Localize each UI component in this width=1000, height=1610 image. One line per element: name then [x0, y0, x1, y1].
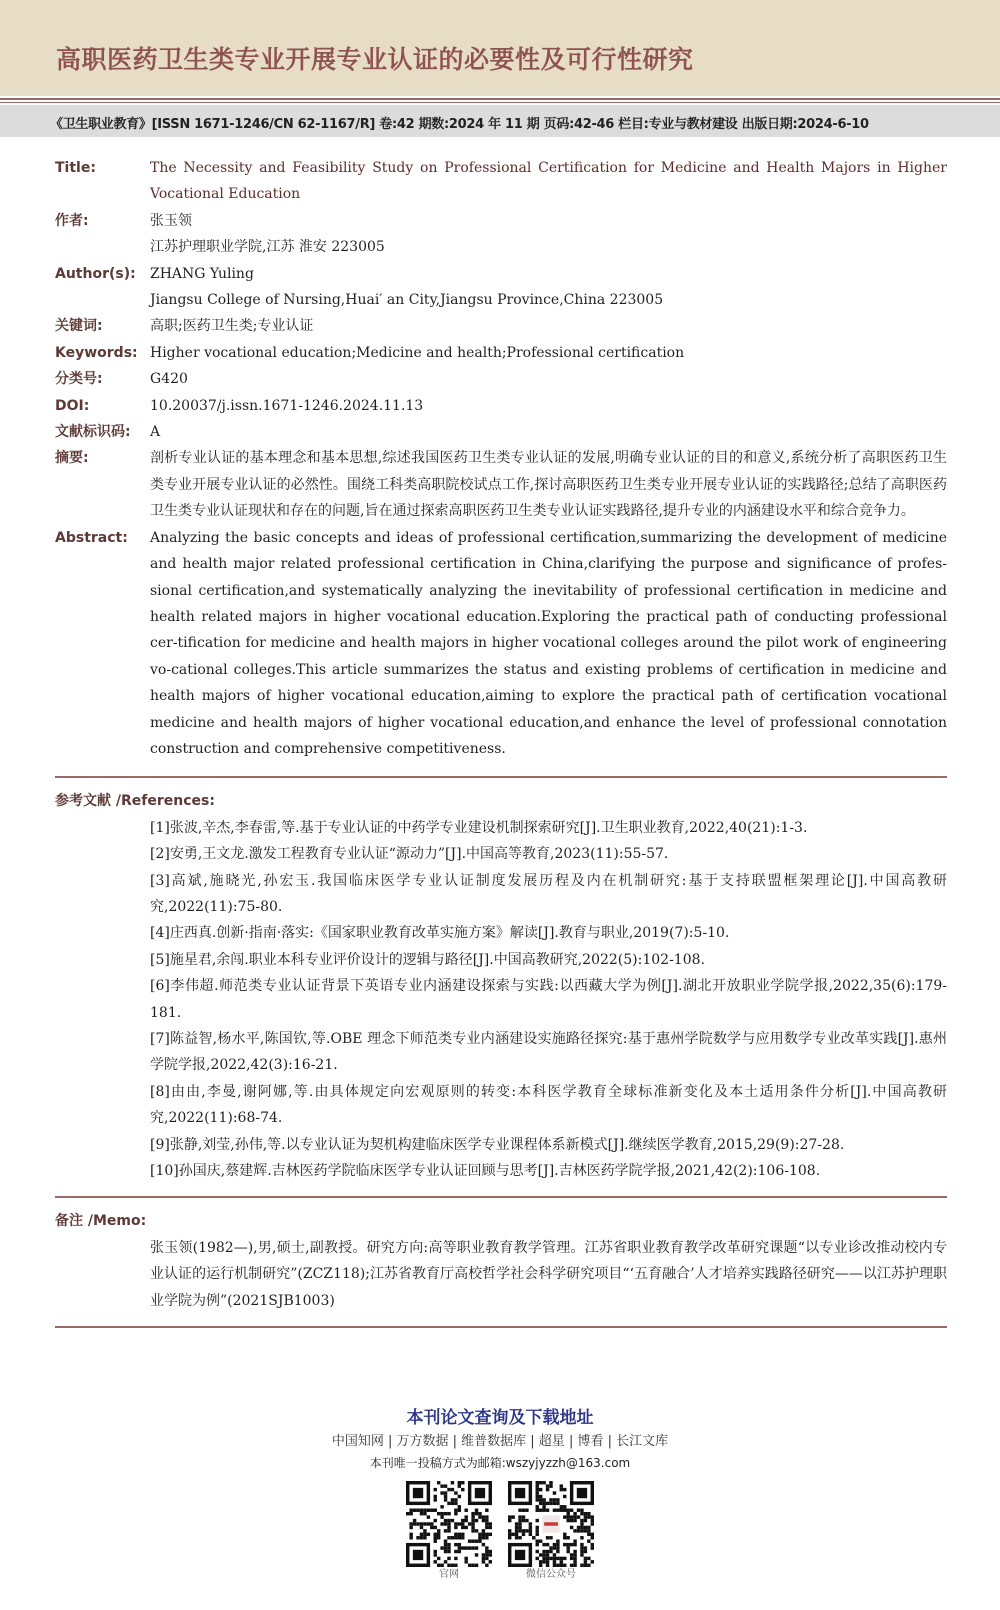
field-value: A — [150, 424, 161, 441]
field-value: G420 — [150, 371, 188, 388]
field-value: Higher vocational education;Medicine and health;Professional certification — [150, 344, 685, 361]
field-label: Keywords: — [55, 344, 138, 361]
field-row — [55, 419, 947, 445]
field-value: Jiangsu College of Nursing,Huai′ an City,Jiangsu Province,China 223005 — [150, 292, 664, 309]
download-title: 本刊论文查询及下载地址 — [406, 1408, 594, 1428]
memo-label: 备注 /Memo: — [55, 1213, 147, 1230]
field-label: 文献标识码: — [55, 424, 131, 441]
reference-item: [6]李伟超.师范类专业认证背景下英语专业内涵建设探索与实践:以西藏大学为例[J].湖北开放职业学院学报,2022,35(6):179-181. — [150, 978, 947, 1021]
memo-text: 张玉领(1982—),男,硕士,副教授。研究方向:高等职业教育教学管理。江苏省职业教育教学改革研究课题“以专业诊改推动校内专业认证的运行机制研究”(ZCZ118);江苏省教育厅高校哲学社会科学研究项目“‘五育融合’人才培养实践路径研究——以江苏护理职业学院为例”(2021SJB1003) — [150, 1239, 947, 1309]
footer — [0, 1405, 1000, 1583]
article-title: 高职医药卫生类专业开展专业认证的必要性及可行性研究 — [56, 45, 694, 74]
reference-item: [2]安勇,王文龙.激发工程教育专业认证“源动力”[J].中国高等教育,2023(11):55-57. — [150, 846, 669, 863]
field-label: 作者: — [55, 212, 89, 229]
references-label: 参考文献 /References: — [55, 793, 215, 810]
qr-caption: 微信公众号 — [526, 1569, 576, 1580]
journal-meta: 《卫生职业教育》[ISSN 1671-1246/CN 62-1167/R] 卷:42 期数:2024 年 11 期 页码:42-46 栏目:专业与教材建设 出版日期:2024-6-10 — [50, 117, 869, 132]
field-value: ZHANG Yuling — [150, 265, 254, 282]
field-row — [55, 155, 947, 208]
field-value: 高职;医药卫生类;专业认证 — [150, 318, 314, 335]
qr-website — [406, 1481, 492, 1583]
reference-item: [4]庄西真.创新·指南·落实:《国家职业教育改革实施方案》解读[J].教育与职业,2019(7):5-10. — [150, 925, 730, 942]
field-row — [55, 287, 947, 313]
field-row — [55, 393, 947, 419]
field-row — [55, 366, 947, 392]
divider — [0, 98, 1000, 100]
field-label: DOI: — [55, 397, 90, 414]
reference-item: [8]由由,李曼,谢阿娜,等.由具体规定向宏观原则的转变:本科医学教育全球标准新变化及本土适用条件分析[J].中国高教研究,2022(11):68-74. — [150, 1083, 947, 1127]
submission-email: 本刊唯一投稿方式为邮箱:wszyjyzzh@163.com — [369, 1456, 631, 1470]
metadata-fields — [55, 155, 947, 762]
field-row — [55, 234, 947, 260]
field-value: 10.20037/j.issn.1671-1246.2024.11.13 — [150, 397, 424, 414]
field-row — [55, 261, 947, 287]
database-links[interactable]: 中国知网 | 万方数据 | 维普数据库 | 超星 | 博看 | 长江文库 — [331, 1434, 669, 1449]
divider — [55, 1326, 947, 1328]
field-value: The Necessity and Feasibility Study on Professional Certification for Medicine and Health Majors in Higher Vocational Education — [150, 160, 947, 203]
divider — [0, 102, 1000, 103]
divider — [55, 776, 947, 778]
reference-item: [10]孙国庆,蔡建辉.吉林医药学院临床医学专业认证回顾与思考[J].吉林医药学院学报,2021,42(2):106-108. — [150, 1163, 821, 1180]
field-row — [55, 313, 947, 339]
field-row — [55, 208, 947, 234]
field-label: 关键词: — [55, 318, 103, 335]
field-label: Author(s): — [55, 265, 136, 282]
field-label — [55, 287, 150, 313]
reference-item: [7]陈益智,杨水平,陈国钦,等.OBE 理念下师范类专业内涵建设实施路径探究:基于惠州学院数学与应用数学专业改革实践[J].惠州学院学报,2022,42(3):16-21. — [150, 1031, 947, 1074]
qr-wechat — [508, 1481, 594, 1583]
field-value: 张玉领 — [150, 212, 192, 229]
divider — [55, 1196, 947, 1198]
field-value: Analyzing the basic concepts and ideas of professional certification,summarizing the development of medicine and health major related professional certification in China,clarifying the purpose and significance of profes-sional certification,and systematically analyzing the inevitability of professional certification in medicine and health related majors in higher vocational education.Exploring the practical path of conducting professional cer-tification for medicine and health majors in higher vocational colleges around the pilot work of engineering vo-cational colleges.This article summarizes the status and existing problems of certification in medicine and health majors of higher vocational education,aiming to explore the practical path of certification vocational medicine and health majors of higher vocational education,and enhance the level of professional connotation construction and comprehensive competitiveness. — [150, 529, 947, 757]
reference-item: [3]高斌,施晓光,孙宏玉.我国临床医学专业认证制度发展历程及内在机制研究:基于支持联盟框架理论[J].中国高教研究,2022(11):75-80. — [150, 872, 947, 915]
field-row — [55, 525, 947, 763]
reference-item: [9]张静,刘莹,孙伟,等.以专业认证为契机构建临床医学专业课程体系新模式[J].继续医学教育,2015,29(9):27-28. — [150, 1136, 845, 1153]
header-band — [0, 0, 1000, 96]
field-label — [55, 234, 150, 260]
qr-code-icon — [508, 1481, 594, 1567]
field-label: 摘要: — [55, 450, 89, 467]
qr-caption: 官网 — [439, 1569, 459, 1580]
field-row — [55, 445, 947, 524]
field-value: 江苏护理职业学院,江苏 淮安 223005 — [150, 239, 385, 256]
field-row — [55, 340, 947, 366]
field-value: 剖析专业认证的基本理念和基本思想,综述我国医药卫生类专业认证的发展,明确专业认证的目的和意义,系统分析了高职医药卫生类专业开展专业认证的必然性。围绕工科类高职院校试点工作,探讨高职医药卫生类专业开展专业认证的实践路径;总结了高职医药卫生类专业认证现状和存在的问题,旨在通过探索高职医药卫生类专业认证实践路径,提升专业的内涵建设水平和综合竞争力。 — [150, 450, 947, 520]
qr-code-icon — [406, 1481, 492, 1567]
reference-item: [1]张波,辛杰,李春雷,等.基于专业认证的中药学专业建设机制探索研究[J].卫生职业教育,2022,40(21):1-3. — [150, 819, 808, 836]
article-content — [55, 155, 947, 1338]
reference-item: [5]施星君,余闯.职业本科专业评价设计的逻辑与路径[J].中国高教研究,2022(5):102-108. — [150, 951, 705, 968]
references-list — [55, 815, 947, 1185]
field-label: Abstract: — [55, 529, 128, 546]
field-label: 分类号: — [55, 371, 103, 388]
journal-meta-bar — [0, 105, 1000, 137]
field-label: Title: — [55, 160, 96, 176]
